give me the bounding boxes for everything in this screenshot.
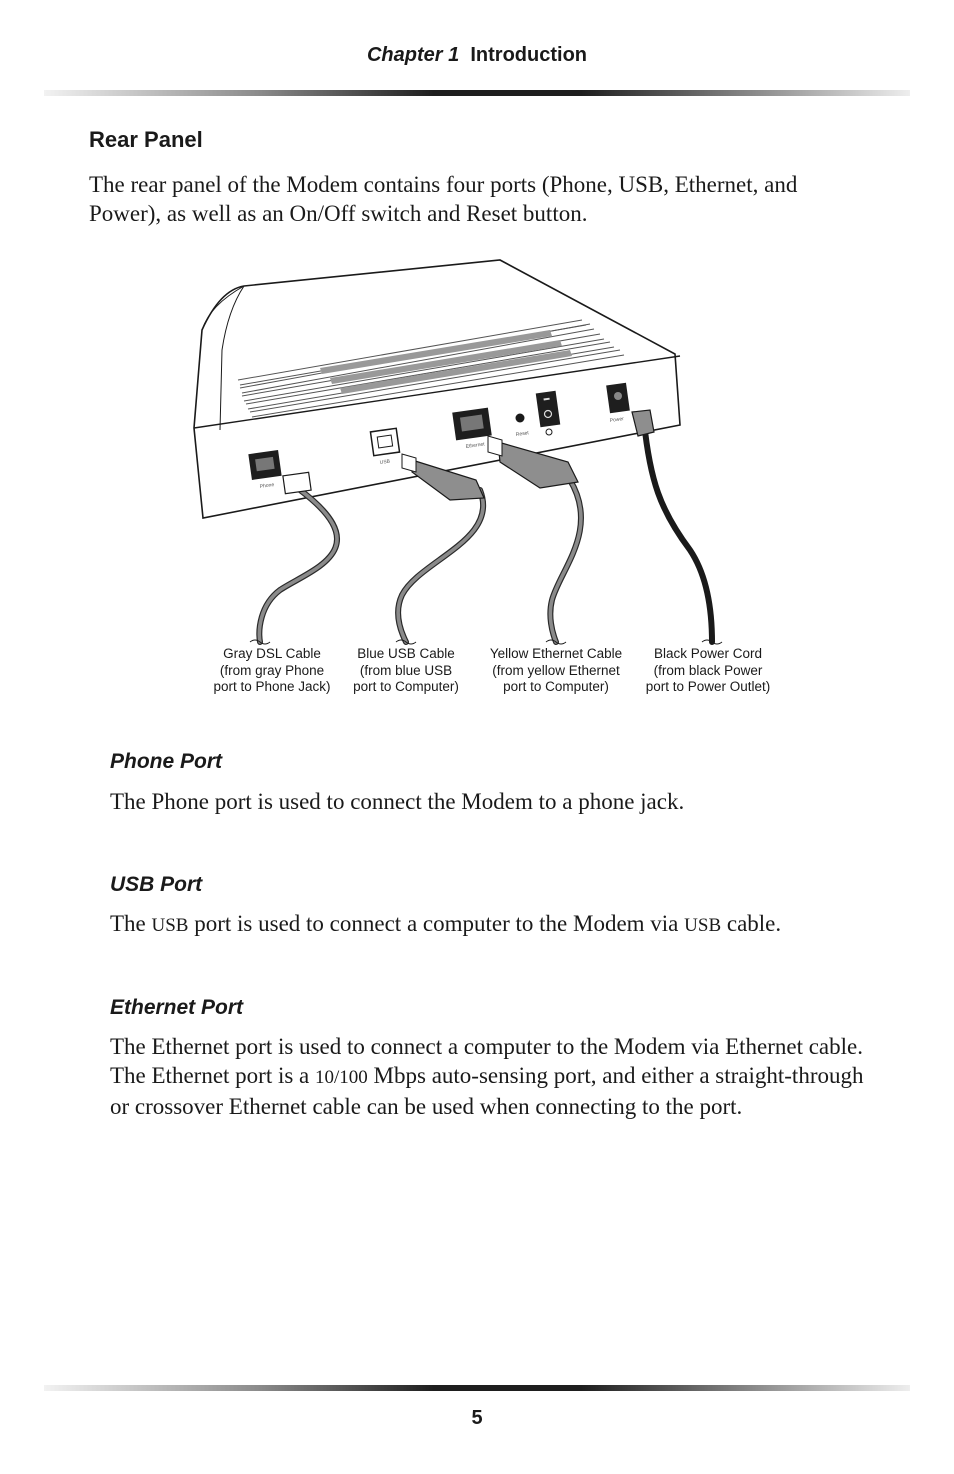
rear-panel-figure [180, 250, 800, 710]
usb-port-title: USB Port [110, 873, 203, 896]
ethernet-text-part: The Ethernet port is used to connect a computer to the Modem via Ethernet cable. The Ethernet port is a [110, 1034, 863, 1088]
dsl-plug [283, 472, 311, 493]
usb-text-part: cable. [721, 911, 782, 936]
ethernet-port-text [110, 1032, 880, 1121]
page-number: 5 [471, 1407, 483, 1429]
caption-usb-cable: Blue USB Cable (from blue USB port to Computer) [353, 646, 459, 694]
blue-usb-cable [398, 490, 483, 642]
usb-abbr: USB [151, 915, 189, 936]
label-reset: Reset [515, 430, 530, 438]
yellow-ethernet-cable [550, 480, 581, 642]
label-ethernet: Ethernet [465, 441, 486, 450]
footer-rule [44, 1385, 910, 1391]
label-usb: USB [379, 458, 391, 466]
caption-ethernet-cable: Yellow Ethernet Cable (from yellow Ethernet port to Computer) [489, 646, 623, 694]
usb-text-part: port is used to connect a computer to the Modem via [188, 911, 685, 936]
ethernet-text-part: Mbps auto-sensing port, and either a straight-through or crossover Ethernet cable can be used when connecting to the port. [110, 1063, 864, 1119]
usb-text-part: The [110, 911, 152, 936]
section-intro: The rear panel of the Modem contains four ports (Phone, USB, Ethernet, and Power), as well as an On/Off switch and Reset button. [89, 172, 798, 226]
ethernet-speed: 10/100 [315, 1067, 368, 1088]
caption-power-cord: Black Power Cord (from black Power port to Power Outlet) [645, 646, 771, 694]
cable-end-marks [250, 640, 722, 644]
label-phone: Phone [259, 482, 275, 490]
running-header [0, 44, 954, 67]
header-rule [44, 90, 910, 96]
section-title: Rear Panel [89, 127, 203, 152]
usb-port-text [110, 909, 880, 940]
modem-illustration [180, 250, 800, 650]
reset-button [516, 414, 525, 423]
chapter-title: Introduction [470, 44, 587, 66]
phone-port-title: Phone Port [110, 750, 223, 773]
caption-dsl-cable: Gray DSL Cable (from gray Phone port to Phone Jack) [213, 646, 331, 694]
phone-port-text: The Phone port is used to connect the Modem to a phone jack. [110, 789, 685, 814]
label-power: Power [609, 416, 625, 424]
usb-abbr: USB [684, 915, 722, 936]
ethernet-port-title: Ethernet Port [110, 996, 244, 1019]
black-power-cord [644, 422, 712, 642]
chapter-label: Chapter 1 [366, 44, 460, 66]
